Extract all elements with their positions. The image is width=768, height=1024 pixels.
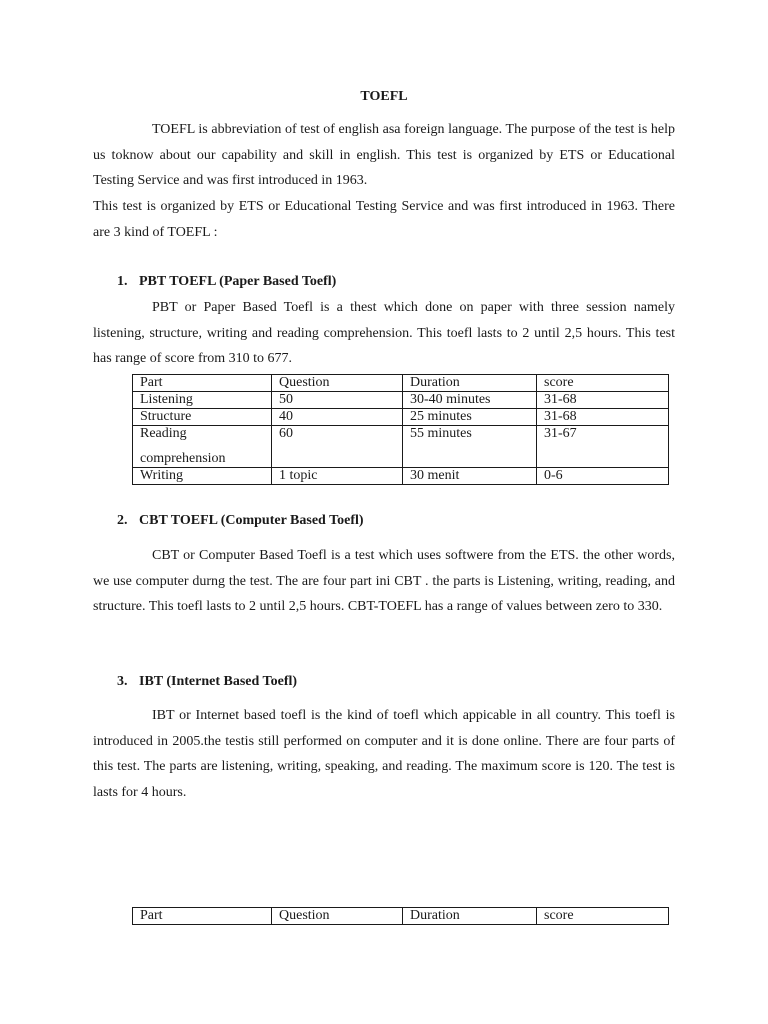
table-header-cell: Question <box>272 375 403 392</box>
section-title: CBT TOEFL (Computer Based Toefl) <box>139 513 364 528</box>
document-title: TOEFL <box>360 89 408 104</box>
table-cell: 25 minutes <box>403 409 537 426</box>
section-title: IBT (Internet Based Toefl) <box>139 674 298 689</box>
section-number: 1. <box>117 274 128 289</box>
table-cell: Writing <box>133 468 272 485</box>
section-body-ibt: IBT or Internet based toefl is the kind of toefl which appicable in all country. This toefl is introduced in 2005.the testis still performed on computer and it is done online. There are four parts of this test. The parts are listening, writing, speaking, and reading. The maximum score is 120. The test is lasts for 4 hours. <box>93 708 675 800</box>
section-body-cbt: CBT or Computer Based Toefl is a test which uses softwere from the ETS. the other words, we use computer durng the test. The are four part ini CBT . the parts is Listening, writing, reading, and structure. This toefl lasts to 2 until 2,5 hours. CBT-TOEFL has a range of values between zero to 330. <box>93 548 675 614</box>
table-header-cell: score <box>537 908 669 925</box>
table-cell: 55 minutes <box>403 426 537 468</box>
section-number: 2. <box>117 513 128 528</box>
table-cell: 31-68 <box>537 409 669 426</box>
table-cell: 1 topic <box>272 468 403 485</box>
table-cell: 30 menit <box>403 468 537 485</box>
section-heading-cbt <box>117 512 364 530</box>
cell-line: Reading <box>140 426 187 441</box>
table-cell: 0-6 <box>537 468 669 485</box>
table-row <box>133 392 669 409</box>
table-cell: 31-68 <box>537 392 669 409</box>
table-header-row <box>133 908 669 925</box>
table-header-cell: Question <box>272 908 403 925</box>
intro-paragraph-2: This test is organized by ETS or Educational Testing Service and was first introduced in 1963. There are 3 kind of TOEFL : <box>93 199 675 240</box>
table-header-cell: Duration <box>403 375 537 392</box>
table-cell <box>133 426 272 468</box>
table-cell: Structure <box>133 409 272 426</box>
pbt-score-table <box>132 374 669 485</box>
table-cell: 60 <box>272 426 403 468</box>
table-header-row <box>133 375 669 392</box>
table-cell: 30-40 minutes <box>403 392 537 409</box>
table-row <box>133 426 669 468</box>
table-header-cell: score <box>537 375 669 392</box>
cell-line: comprehension <box>140 451 226 466</box>
table-cell: 40 <box>272 409 403 426</box>
section-title: PBT TOEFL (Paper Based Toefl) <box>139 274 337 289</box>
section-heading-ibt <box>117 673 297 691</box>
section-number: 3. <box>117 674 128 689</box>
table-cell: 50 <box>272 392 403 409</box>
intro-paragraph-1: TOEFL is abbreviation of test of english asa foreign language. The purpose of the test is help us toknow about our capability and skill in english. This test is organized by ETS or Educational Testing Service and was first introduced in 1963. <box>93 122 675 188</box>
bottom-score-table <box>132 907 669 925</box>
table-row <box>133 468 669 485</box>
table-cell: 31-67 <box>537 426 669 468</box>
table-header-cell: Part <box>133 908 272 925</box>
table-header-cell: Part <box>133 375 272 392</box>
section-heading-pbt <box>117 273 336 291</box>
table-row <box>133 409 669 426</box>
table-header-cell: Duration <box>403 908 537 925</box>
section-body-pbt: PBT or Paper Based Toefl is a thest which done on paper with three session namely listening, structure, writing and reading comprehension. This toefl lasts to 2 until 2,5 hours. This test has range of score from 310 to 677. <box>93 300 675 366</box>
table-cell: Listening <box>133 392 272 409</box>
